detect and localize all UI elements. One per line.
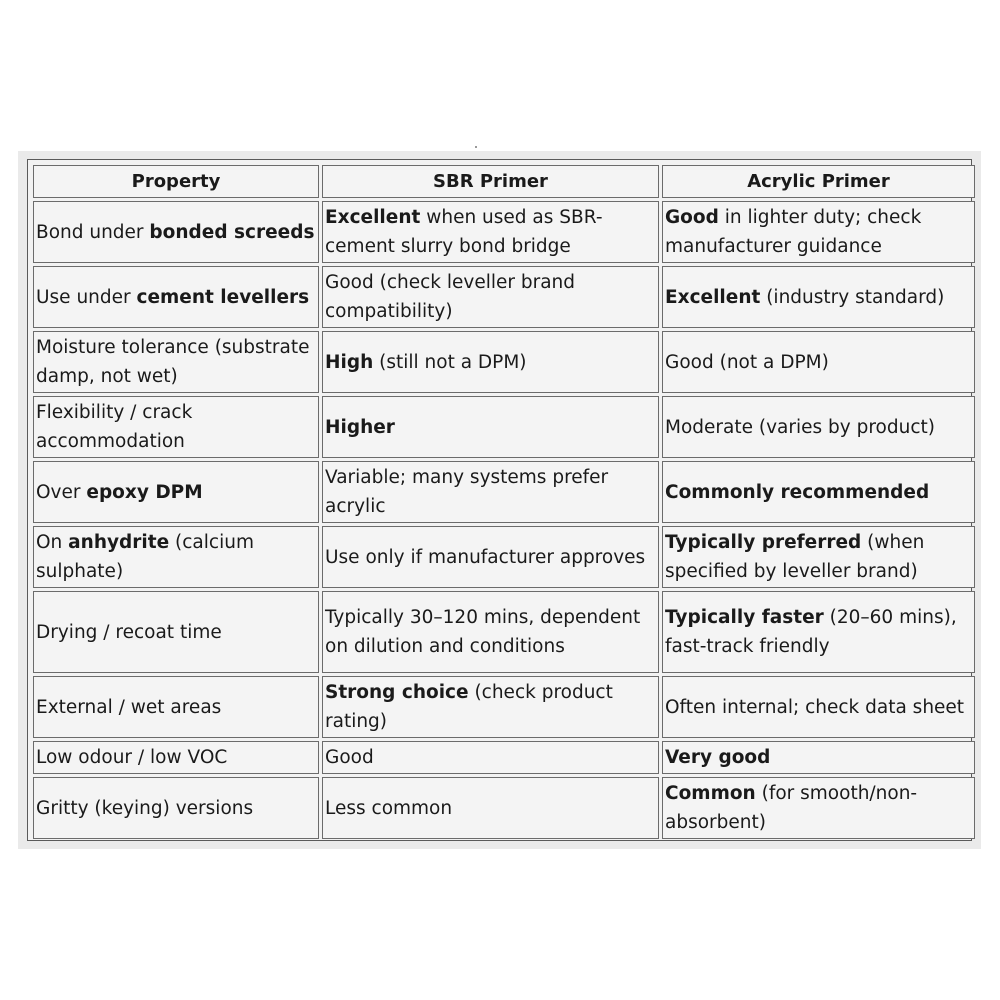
cell-text: (still not a DPM) bbox=[373, 351, 527, 373]
table-border bbox=[27, 159, 972, 841]
header-sbr-primer: SBR Primer bbox=[322, 165, 659, 198]
cell-property bbox=[33, 526, 319, 588]
cell-text-bold: Typically faster bbox=[665, 607, 824, 628]
cell-text: (calcium sulphate) bbox=[36, 532, 254, 582]
cell-text-bold: Strong choice bbox=[325, 682, 469, 703]
cell-text: Over bbox=[36, 481, 87, 503]
table-row bbox=[33, 396, 975, 458]
cell-sbr bbox=[322, 591, 659, 673]
table-row bbox=[33, 331, 975, 393]
cell-text: Variable; many systems prefer acrylic bbox=[325, 467, 609, 517]
cell-text-bold: Very good bbox=[665, 747, 771, 768]
cell-text-bold: epoxy DPM bbox=[86, 481, 203, 503]
cell-property bbox=[33, 396, 319, 458]
cell-text-bold: Excellent bbox=[665, 286, 761, 308]
cell-sbr bbox=[322, 777, 659, 839]
table-row bbox=[33, 741, 975, 774]
cell-text: (when specified by leveller brand) bbox=[665, 532, 925, 582]
cell-acrylic bbox=[662, 331, 975, 393]
table-frame bbox=[18, 151, 981, 849]
cell-acrylic bbox=[662, 676, 975, 738]
cell-text-bold: cement levellers bbox=[136, 286, 310, 308]
cell-text-bold: Higher bbox=[325, 416, 395, 438]
cell-acrylic bbox=[662, 741, 975, 774]
cell-text: Flexibility / crack accommodation bbox=[36, 402, 193, 452]
cell-property bbox=[33, 777, 319, 839]
cell-property bbox=[33, 461, 319, 523]
cell-text: in lighter duty; check manufacturer guidance bbox=[665, 207, 922, 257]
table-row bbox=[33, 676, 975, 738]
cell-acrylic bbox=[662, 526, 975, 588]
cell-text-bold: High bbox=[325, 351, 374, 373]
cell-text: Gritty (keying) versions bbox=[36, 797, 254, 819]
cell-property bbox=[33, 201, 319, 263]
cell-property bbox=[33, 591, 319, 673]
header-row bbox=[33, 165, 975, 198]
cell-text: Use only if manufacturer approves bbox=[325, 546, 646, 568]
cell-acrylic bbox=[662, 266, 975, 328]
cell-property bbox=[33, 741, 319, 774]
cell-text-bold: Common bbox=[665, 783, 756, 804]
cell-text-bold: Excellent bbox=[325, 207, 421, 228]
cell-sbr bbox=[322, 201, 659, 263]
cell-text-bold: Good bbox=[665, 207, 719, 228]
table-row bbox=[33, 777, 975, 839]
cell-text: Use under bbox=[36, 286, 137, 308]
cell-sbr bbox=[322, 526, 659, 588]
cell-property bbox=[33, 676, 319, 738]
cell-text: Less common bbox=[325, 797, 453, 819]
cell-text: Drying / recoat time bbox=[36, 621, 222, 643]
cell-text-bold: Typically preferred bbox=[665, 532, 862, 553]
header-acrylic-primer: Acrylic Primer bbox=[662, 165, 975, 198]
cell-text: (check product rating) bbox=[325, 682, 613, 732]
cell-sbr bbox=[322, 331, 659, 393]
cell-acrylic bbox=[662, 777, 975, 839]
cell-sbr bbox=[322, 676, 659, 738]
cell-sbr bbox=[322, 396, 659, 458]
table-row bbox=[33, 526, 975, 588]
cell-text: when used as SBR-cement slurry bond bridge bbox=[325, 207, 603, 257]
stray-dot bbox=[475, 146, 477, 148]
cell-text-bold: bonded screeds bbox=[149, 221, 315, 243]
cell-text: (for smooth/non-absorbent) bbox=[665, 783, 918, 833]
cell-text: Typically 30–120 mins, dependent on dilution and conditions bbox=[325, 607, 641, 657]
cell-text-bold: Commonly recommended bbox=[665, 481, 930, 503]
table-row bbox=[33, 266, 975, 328]
cell-sbr bbox=[322, 461, 659, 523]
cell-text: (20–60 mins), fast-track friendly bbox=[665, 607, 957, 657]
cell-acrylic bbox=[662, 201, 975, 263]
cell-text: Moisture tolerance (substrate damp, not wet) bbox=[36, 337, 310, 387]
cell-text: On bbox=[36, 532, 69, 553]
cell-property bbox=[33, 266, 319, 328]
cell-acrylic bbox=[662, 461, 975, 523]
table-row bbox=[33, 591, 975, 673]
cell-text: Bond under bbox=[36, 221, 150, 243]
primer-comparison-table bbox=[30, 162, 978, 842]
table-row bbox=[33, 461, 975, 523]
cell-sbr bbox=[322, 266, 659, 328]
cell-text-bold: anhydrite bbox=[68, 532, 170, 553]
cell-acrylic bbox=[662, 591, 975, 673]
cell-text: Moderate (varies by product) bbox=[665, 416, 935, 438]
cell-text: Good bbox=[325, 747, 374, 768]
header-property: Property bbox=[33, 165, 319, 198]
cell-sbr bbox=[322, 741, 659, 774]
table-row bbox=[33, 201, 975, 263]
cell-text: Good (check leveller brand compatibility) bbox=[325, 272, 576, 322]
cell-property bbox=[33, 331, 319, 393]
cell-text: (industry standard) bbox=[760, 286, 945, 308]
cell-text: Often internal; check data sheet bbox=[665, 696, 965, 718]
cell-text: External / wet areas bbox=[36, 696, 222, 718]
cell-acrylic bbox=[662, 396, 975, 458]
cell-text: Good (not a DPM) bbox=[665, 351, 829, 373]
cell-text: Low odour / low VOC bbox=[36, 747, 228, 768]
